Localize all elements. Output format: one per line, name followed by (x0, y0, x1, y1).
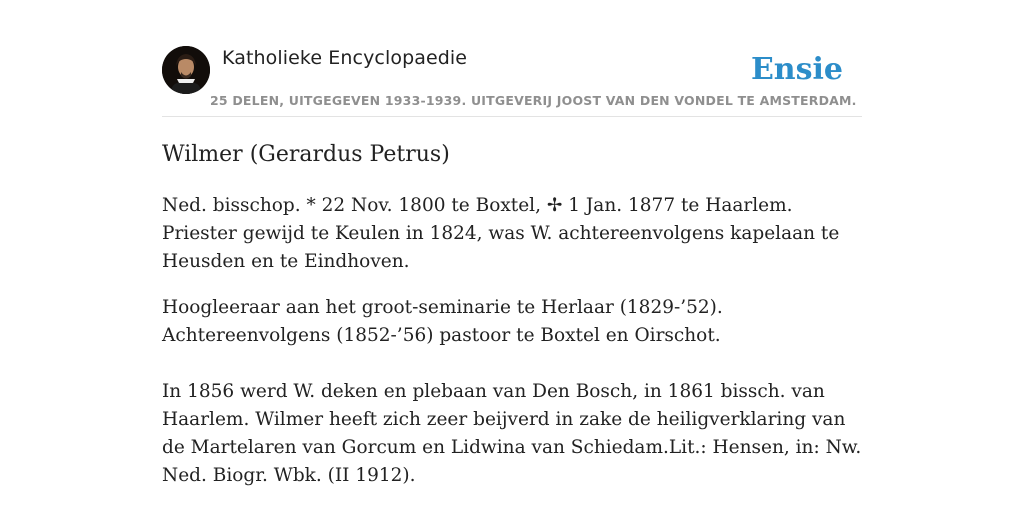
source-title[interactable]: Katholieke Encyclopaedie (222, 47, 468, 69)
avatar[interactable] (162, 46, 210, 94)
article-body (162, 192, 872, 490)
source-meta: 25 DELEN, UITGEGEVEN 1933-1939. UITGEVERIJ JOOST VAN DEN VONDEL TE AMSTERDAM. (210, 93, 857, 108)
article-paragraph: Ned. bisschop. * 22 Nov. 1800 te Boxtel, ✢ 1 Jan. 1877 te Haarlem. Priester gewijd te Keulen in 1824, was W. achtereenvolgens kapelaan te Heusden en te Eindhoven. (162, 195, 840, 272)
article-paragraph: In 1856 werd W. deken en plebaan van Den Bosch, in 1861 bissch. van Haarlem. Wilmer heeft zich zeer beijverd in zake de heiligverklaring van de Martelaren van Gorcum en Lidwina van Schiedam.Lit.: Hensen, in: Nw. Ned. Biogr. Wbk. (II 1912). (162, 381, 862, 486)
article-title: Wilmer (Gerardus Petrus) (162, 142, 450, 167)
source-header (162, 46, 862, 117)
brand-logo[interactable]: Ensie (750, 52, 843, 87)
article-paragraph: Hoogleeraar aan het groot-seminarie te Herlaar (1829-’52). Achtereenvolgens (1852-’56) pastoor te Boxtel en Oirschot. (162, 297, 723, 346)
portrait-avatar-icon (162, 46, 210, 94)
